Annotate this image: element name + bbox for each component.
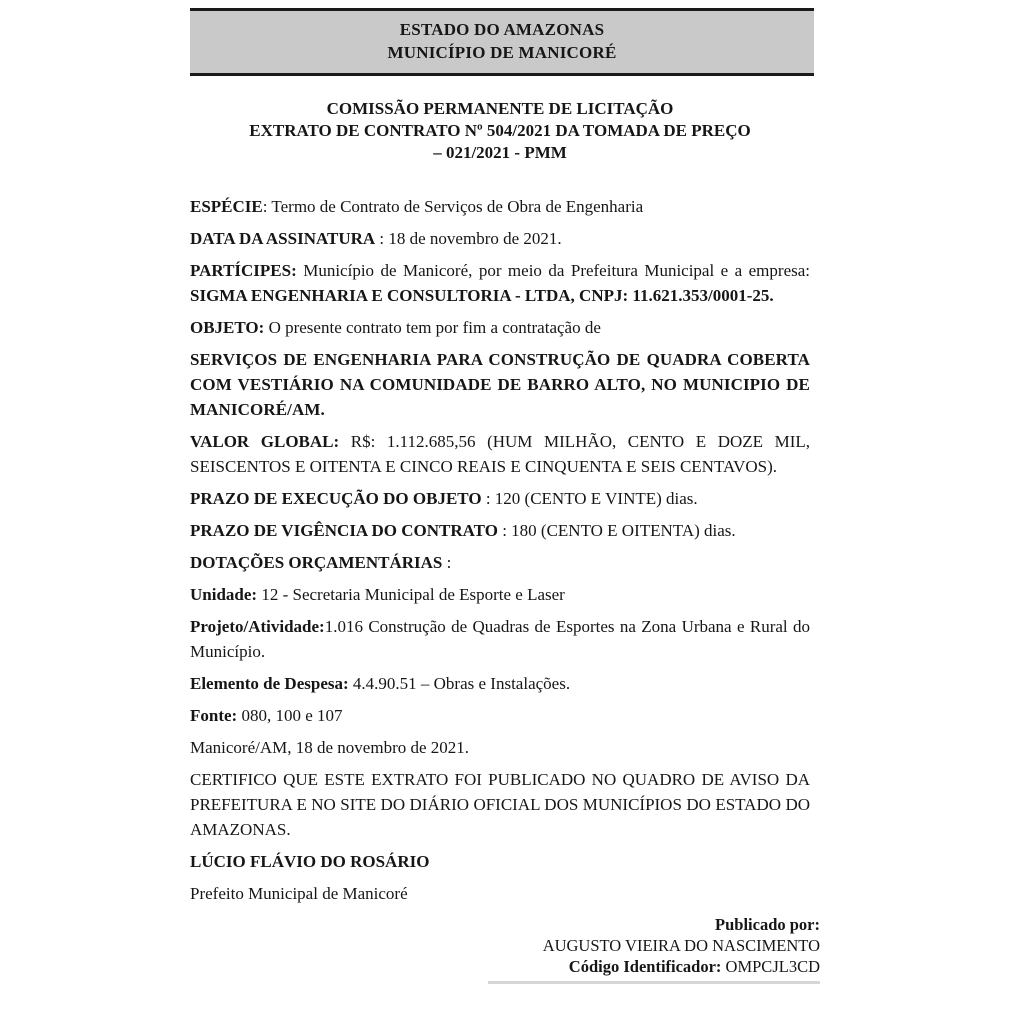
paragraph-projeto-atividade xyxy=(190,614,810,664)
paragraph-prazo-vigencia xyxy=(190,518,810,543)
field-label: Unidade: xyxy=(190,585,258,604)
paragraph-elemento-despesa xyxy=(190,671,810,696)
document-body xyxy=(190,8,820,984)
signature-role: Prefeito Municipal de Manicoré xyxy=(190,884,408,903)
paragraph-participes xyxy=(190,258,810,308)
paragraph-certifico: CERTIFICO QUE ESTE EXTRATO FOI PUBLICADO NO QUADRO DE AVISO DA PREFEITURA E NO SITE DO DIÁRIO OFICIAL DOS MUNICÍPIOS DO ESTADO DO AMAZONAS. xyxy=(190,770,810,839)
field-label: PARTÍCIPES: xyxy=(190,261,297,280)
field-value: 1.016 Construção de Quadras de Esportes na Zona Urbana e Rural do Município. xyxy=(190,617,810,661)
paragraph-fonte xyxy=(190,703,810,728)
document-header-band xyxy=(190,8,814,76)
paragraph-data-assinatura xyxy=(190,226,810,251)
bottom-divider xyxy=(488,981,820,984)
publication-footer xyxy=(190,914,820,984)
paragraph-dotacoes xyxy=(190,550,810,575)
field-label: Projeto/Atividade: xyxy=(190,617,325,636)
field-value: : 180 (CENTO E OITENTA) dias. xyxy=(497,521,736,540)
field-label: DATA DA ASSINATURA xyxy=(190,229,376,248)
field-label: DOTAÇÕES ORÇAMENTÁRIAS xyxy=(190,553,443,572)
field-value: 12 - Secretaria Municipal de Esporte e Laser xyxy=(257,585,565,604)
field-label: Elemento de Despesa: xyxy=(190,674,349,693)
field-label: VALOR GLOBAL: xyxy=(190,432,340,451)
field-value: : xyxy=(442,553,452,572)
paragraph-local-data: Manicoré/AM, 18 de novembro de 2021. xyxy=(190,738,470,757)
identifier-code-label: Código Identificador: xyxy=(568,957,722,976)
paragraph-especie xyxy=(190,194,810,219)
field-value: 4.4.90.51 – Obras e Instalações. xyxy=(348,674,571,693)
title-number-line: – 021/2021 - PMM xyxy=(433,143,567,162)
field-value: : 18 de novembro de 2021. xyxy=(375,229,562,248)
paragraph-objeto-descricao: SERVIÇOS DE ENGENHARIA PARA CONSTRUÇÃO DE QUADRA COBERTA COM VESTIÁRIO NA COMUNIDADE DE BARRO ALTO, NO MUNICIPIO DE MANICORÉ/AM. xyxy=(190,350,810,419)
paragraph-unidade xyxy=(190,582,810,607)
field-value: O presente contrato tem por fim a contratação de xyxy=(264,318,601,337)
field-label: PRAZO DE EXECUÇÃO DO OBJETO xyxy=(190,489,482,508)
title-commission-line: COMISSÃO PERMANENTE DE LICITAÇÃO xyxy=(326,99,674,118)
document-title xyxy=(190,98,810,164)
header-municipality-line: MUNICÍPIO DE MANICORÉ xyxy=(387,43,617,62)
title-extract-line: EXTRATO DE CONTRATO Nº 504/2021 DA TOMADA DE PREÇO xyxy=(249,121,751,140)
document-text xyxy=(190,194,820,906)
paragraph-valor-global xyxy=(190,429,810,479)
field-label: PRAZO DE VIGÊNCIA DO CONTRATO xyxy=(190,521,498,540)
company-name-cnpj: SIGMA ENGENHARIA E CONSULTORIA - LTDA, CNPJ: 11.621.353/0001-25. xyxy=(190,286,774,305)
field-value: R$: 1.112.685,56 (HUM MILHÃO, CENTO E DOZE MIL, SEISCENTOS E OITENTA E CINCO REAIS E CINQUENTA E SEIS CENTAVOS). xyxy=(190,432,810,476)
field-value: Município de Manicoré, por meio da Prefeitura Municipal e a empresa: xyxy=(296,261,810,280)
identifier-code-value: OMPCJL3CD xyxy=(725,957,820,976)
field-value: : Termo de Contrato de Serviços de Obra de Engenharia xyxy=(262,197,644,216)
field-value: : 120 (CENTO E VINTE) dias. xyxy=(481,489,698,508)
field-value: 080, 100 e 107 xyxy=(237,706,343,725)
field-label: ESPÉCIE xyxy=(190,197,263,216)
signature-name: LÚCIO FLÁVIO DO ROSÁRIO xyxy=(190,852,430,871)
identifier-code-line xyxy=(190,956,820,977)
field-label: OBJETO: xyxy=(190,318,265,337)
paragraph-objeto xyxy=(190,315,810,340)
paragraph-prazo-execucao xyxy=(190,486,810,511)
published-by-name: AUGUSTO VIEIRA DO NASCIMENTO xyxy=(542,936,820,955)
header-state-line: ESTADO DO AMAZONAS xyxy=(399,20,605,39)
published-by-label: Publicado por: xyxy=(715,915,820,934)
field-label: Fonte: xyxy=(190,706,238,725)
